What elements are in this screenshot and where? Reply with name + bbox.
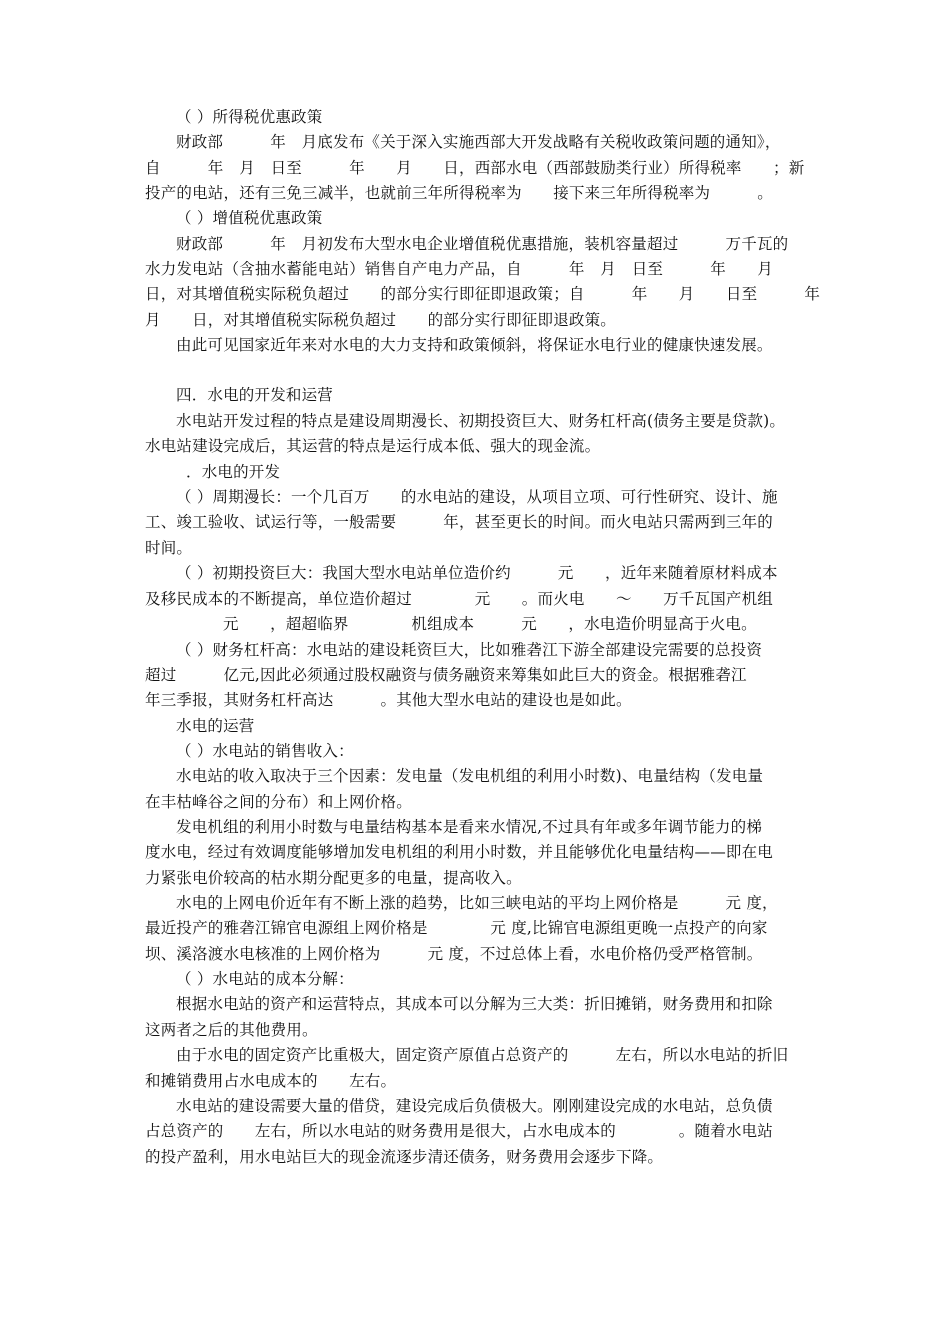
paragraph-line: 水电站建设完成后，其运营的特点是运行成本低、强大的现金流。 [145,437,601,455]
paragraph-line: 及移民成本的不断提高，单位造价超过 元 。而火电 ～ 万千瓦国产机组 [145,590,774,608]
paragraph-line: 工、竣工验收、试运行等，一般需要 年，甚至更长的时间。而火电站只需两到三年的 [145,513,774,531]
paragraph-line: 根据水电站的资产和运营特点，其成本可以分解为三大类：折旧摊销，财务费用和扣除 [176,995,773,1013]
paragraph-line: 水力发电站（含抽水蓄能电站）销售自产电力产品，自 年 月 日至 年 月 [145,260,774,278]
paragraph-line: 水电站的建设需要大量的借贷，建设完成后负债极大。刚刚建设完成的水电站，总负债 [176,1097,773,1115]
paragraph-line: 和摊销费用占水电成本的 左右。 [145,1072,397,1090]
paragraph-line: 日，对其增值税实际税负超过 的部分实行即征即退政策；自 年 月 日至 年 [145,285,821,303]
heading-vat-policy: （ ）增值税优惠政策 [176,209,323,227]
item-heading: （ ）水电站的销售收入： [176,742,354,760]
paragraph-line: 由此可见国家近年来对水电的大力支持和政策倾斜，将保证水电行业的健康快速发展。 [176,336,773,354]
section-heading: 四．水电的开发和运营 [176,386,334,404]
subsection-heading: ．水电的开发 [186,463,281,481]
paragraph-line: 这两者之后的其他费用。 [145,1021,318,1039]
paragraph-line: 财政部 年 月初发布大型水电企业增值税优惠措施，装机容量超过 万千瓦的 [176,235,789,253]
paragraph-line: 坝、溪洛渡水电核准的上网价格为 元 度，不过总体上看，水电价格仍受严格管制。 [145,945,763,963]
paragraph-line: 元 ，超超临界 机组成本 元 ，水电造价明显高于火电。 [223,615,757,633]
paragraph-line: 水电的上网电价近年有不断上涨的趋势，比如三峡电站的平均上网价格是 元 度， [176,894,778,912]
heading-income-tax-policy: （ ）所得税优惠政策 [176,108,323,126]
paragraph-line: 时间。 [145,539,193,557]
paragraph-line: 财政部 年 月底发布《关于深入实施西部大开发战略有关税收政策问题的通知》， [176,133,781,151]
paragraph-line: 月 日，对其增值税实际税负超过 的部分实行即征即退政策。 [145,311,617,329]
paragraph-line: 最近投产的雅砻江锦官电源组上网价格是 元 度,比锦官电源组更晚一点投产的向家 [145,919,768,937]
paragraph-line: 力紧张电价较高的枯水期分配更多的电量，提高收入。 [145,869,522,887]
paragraph-line: 占总资产的 左右，所以水电站的财务费用是很大，占水电成本的 。随着水电站 [145,1122,774,1140]
paragraph-line: 发电机组的利用小时数与电量结构基本是看来水情况,不过具有年或多年调节能力的梯 [176,818,763,836]
paragraph-line: 投产的电站，还有三免三减半，也就前三年所得税率为 接下来三年所得税率为 。 [145,184,774,202]
paragraph-line: 由于水电的固定资产比重极大，固定资产原值占总资产的 左右，所以水电站的折旧 [176,1046,789,1064]
subsection-heading: 水电的运营 [176,717,255,735]
paragraph-line: 的投产盈利，用水电站巨大的现金流逐步清还债务，财务费用会逐步下降。 [145,1148,664,1166]
paragraph-line: （ ）周期漫长：一个几百万 的水电站的建设，从项目立项、可行性研究、设计、施 [176,488,778,506]
item-heading: （ ）水电站的成本分解： [176,970,354,988]
paragraph-line: 年三季报，其财务杠杆高达 。其他大型水电站的建设也是如此。 [145,691,632,709]
paragraph-line: 超过 亿元,因此必须通过股权融资与债务融资来筹集如此巨大的资金。根据雅砻江 [145,666,747,684]
paragraph-line: 水电站开发过程的特点是建设周期漫长、初期投资巨大、财务杠杆高(债务主要是贷款)。 [176,412,786,430]
paragraph-line: 度水电，经过有效调度能够增加发电机组的利用小时数，并且能够优化电量结构——即在电 [145,843,774,861]
paragraph-line: 水电站的收入取决于三个因素：发电量（发电机组的利用小时数)、电量结构（发电量 [176,767,764,785]
paragraph-line: 自 年 月 日至 年 月 日，西部水电（西部鼓励类行业）所得税率 ；新 [145,159,805,177]
paragraph-line: 在丰枯峰谷之间的分布）和上网价格。 [145,793,412,811]
paragraph-line: （ ）财务杠杆高：水电站的建设耗资巨大，比如雅砻江下游全部建设完需要的总投资 [176,641,763,659]
paragraph-line: （ ）初期投资巨大：我国大型水电站单位造价约 元 ，近年来随着原材料成本 [176,564,778,582]
